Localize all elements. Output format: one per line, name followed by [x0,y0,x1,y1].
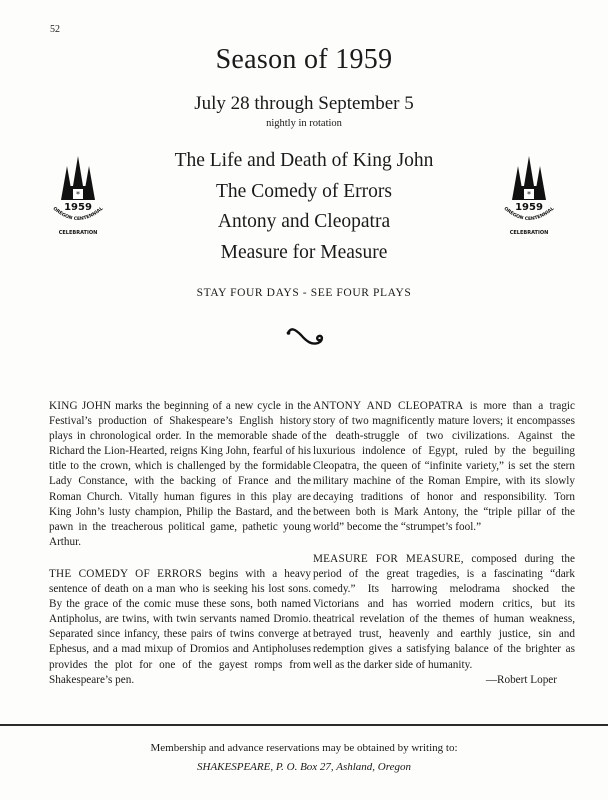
comedy-of-errors-description [49,567,311,688]
play-title: Measure for Measure [220,241,388,263]
play-title: Antony and Cleopatra [217,211,391,232]
play-title: The Life and Death of King John [174,150,434,171]
logo-year: 1959 [64,202,92,213]
description-text: is more than a tragic story of two magnificently mature lovers; it encompasses the death-struggle of two civilizations. Against the luxurious indolence of Egypt, ruled by the beguiling Cleopatra, the queen of “infinite variety,” is set the stern military machine of the Roman Empire, with its slowly decaying traditions of honor and responsibility. Torn between both is Mark Antony, the “triple pillar of the world” become the “strumpet’s fool.” [313,400,575,533]
right-column [313,399,575,688]
season-dates: July 28 through September 5 [194,93,414,114]
footer-address: SHAKESPEARE, P. O. Box 27, Ashland, Oregon [197,761,411,773]
description-text: marks the beginning of a new cycle in the Festival’s production of Shakespeare’s English history plays in chronological order. In the memorable shade of Richard the Lion-Hearted, reigns King John, fearful of his title to the crown, which is challenged by the formidable Lady Constance, with the backing of France and the Roman Church. Vitally human figures in this play are King John’s lusty champion, Philip the Bastard, and the pawn in the treacherous political game, pathetic young Arthur. [49,400,311,548]
logo-arc-text: OREGON CENTENNIAL [51,206,105,223]
description-text: begins with a heavy sentence of death on a man who is seeking his lost sons. By the grace of the comic muse these sons, both named Antipholus, are twins, with twin servants named Dromio. Separated since infancy, these pairs of twins converge at Ephesus, and a mad mixup of Dromios and Antipholuses provides the plot for one of the gayest romps from Shakespeare’s pen. [49,567,311,686]
page-number: 52 [50,24,60,35]
play-list [120,146,488,268]
oregon-centennial-logo-left [48,156,108,236]
svg-text:*: * [527,190,531,199]
slogan: STAY FOUR DAYS - SEE FOUR PLAYS [196,287,412,299]
author-signature: —Robert Loper [485,673,557,686]
oregon-centennial-logo-right [499,156,559,236]
play-title: The Comedy of Errors [216,180,392,202]
trees-emblem-icon [499,156,559,236]
logo-year: 1959 [515,202,543,213]
play-lead: ANTONY AND CLEOPATRA [313,400,464,412]
schedule-note: nightly in rotation [266,118,342,129]
measure-for-measure-description [313,552,575,688]
svg-text:*: * [76,190,80,199]
logo-arc-text: OREGON CENTENNIAL [502,206,556,223]
king-john-description [49,399,311,550]
description-text: composed during the period of the great tragedies, is a fascinating “dark comedy.” Its harrowing melodrama shocked the Victorians and has worried modern critics, but its theatrical revelation of the themes of human weakness, betrayed trust, heavenly and earthly justice, sin and redemption gives a satisfying balance of the brighter as well as the darker side of humanity. [313,552,575,671]
logo-caption: CELEBRATION [58,230,98,236]
swash-ornament-icon [285,323,329,353]
play-lead: MEASURE FOR MEASURE, [313,552,464,565]
season-title: Season of 1959 [215,44,393,75]
footer-divider [0,724,608,726]
play-lead: KING JOHN [49,400,112,412]
logo-caption: CELEBRATION [509,230,549,236]
left-column [49,399,311,688]
trees-emblem-icon [48,156,108,236]
footer-membership-note: Membership and advance reservations may be obtained by writing to: [150,742,458,754]
play-lead: THE COMEDY OF ERRORS [49,567,202,580]
antony-and-cleopatra-description [313,399,575,535]
